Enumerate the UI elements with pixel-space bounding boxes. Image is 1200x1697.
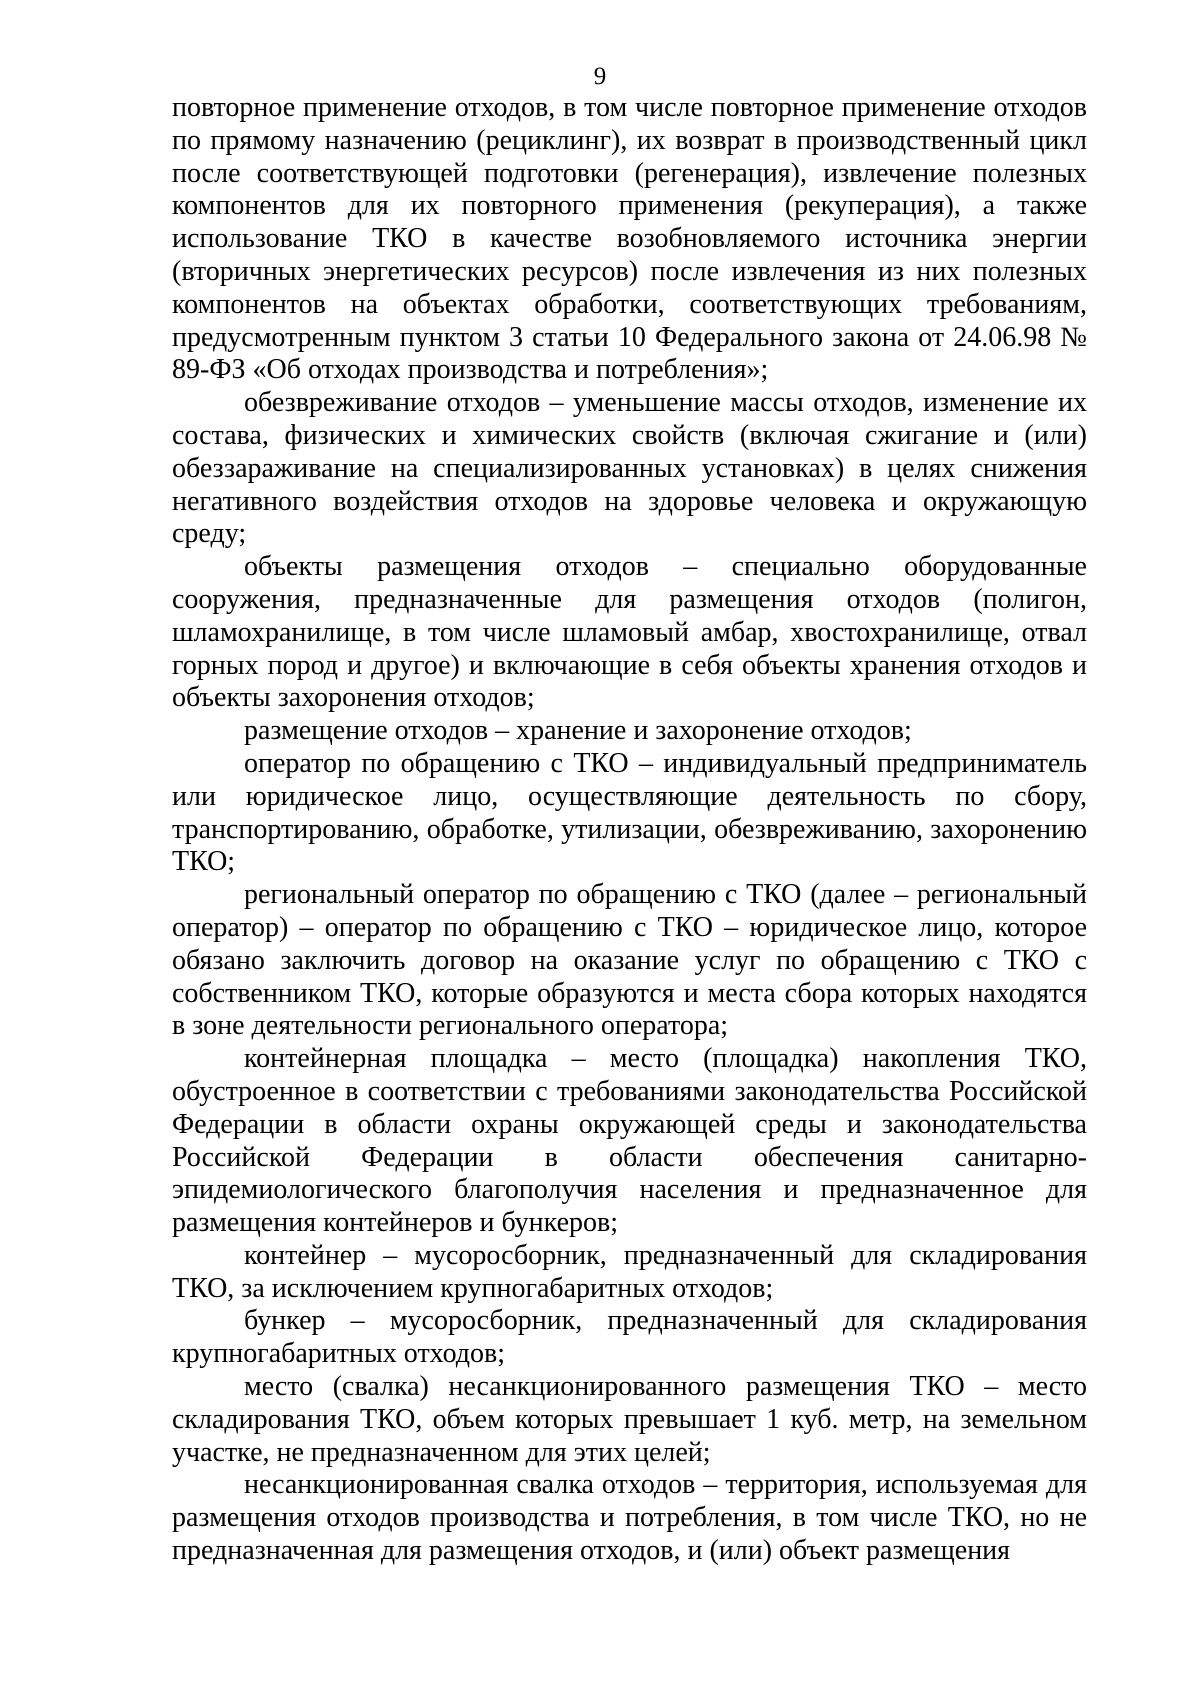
document-body: [172, 92, 1087, 1568]
paragraph-reuse-definition-continued: повторное применение отходов, в том числе повторное применение отходов по прямому назначению (рециклинг), их возврат в производственный цикл после соответствующей подготовки (регенерация), извлечение полезных компонентов для их повторного применения (рекуперация), а также использование ТКО в качестве возобновляемого источника энергии (вторичных энергетических ресурсов) после извлечения из них полезных компонентов на объектах обработки, соответствующих требованиям, предусмотренным пунктом 3 статьи 10 Федерального закона от 24.06.98 № 89-ФЗ «Об отходах производства и потребления»;: [172, 92, 1087, 386]
page-number: 9: [593, 63, 607, 90]
paragraph-regional-operator-definition: региональный оператор по обращению с ТКО (далее – региональный оператор) – оператор по обращению с ТКО – юридическое лицо, которое обязано заключить договор на оказание услуг по обращению с ТКО с собственником ТКО, которые образуются и места сбора которых находятся в зоне деятельности регионального оператора;: [172, 879, 1087, 1042]
paragraph-neutralization-definition: обезвреживание отходов – уменьшение массы отходов, изменение их состава, физических и химических свойств (включая сжигание и (или) обеззараживание на специализированных установках) в целях снижения негативного воздействия отходов на здоровье человека и окружающую среду;: [172, 387, 1087, 550]
paragraph-unauthorized-dump-definition: несанкционированная свалка отходов – территория, используемая для размещения отходов производства и потребления, в том числе ТКО, но не предназначенная для размещения отходов, и (или) объект размещения: [172, 1469, 1087, 1567]
paragraph-bunker-definition: бункер – мусоросборник, предназначенный для складирования крупногабаритных отходов;: [172, 1305, 1087, 1370]
paragraph-container-site-definition: контейнерная площадка – место (площадка) накопления ТКО, обустроенное в соответствии с требованиями законодательства Российской Федерации в области охраны окружающей среды и законодательства Российской Федерации в области обеспечения санитарно-эпидемиологического благополучия населения и предназначенное для размещения контейнеров и бункеров;: [172, 1043, 1087, 1239]
paragraph-placement-definition: размещение отходов – хранение и захоронение отходов;: [244, 715, 912, 747]
paragraph-operator-definition: оператор по обращению с ТКО – индивидуальный предприниматель или юридическое лицо, осуществляющие деятельность по сбору, транспортированию, обработке, утилизации, обезвреживанию, захоронению ТКО;: [172, 747, 1087, 878]
paragraph-disposal-facilities-definition: объекты размещения отходов – специально оборудованные сооружения, предназначенные для размещения отходов (полигон, шламохранилище, в том числе шламовый амбар, хвостохранилище, отвал горных пород и другое) и включающие в себя объекты хранения отходов и объекты захоронения отходов;: [172, 551, 1087, 714]
paragraph-container-definition: контейнер – мусоросборник, предназначенный для складирования ТКО, за исключением крупногабаритных отходов;: [172, 1239, 1087, 1304]
paragraph-unauthorized-site-definition: место (свалка) несанкционированного размещения ТКО – место складирования ТКО, объем которых превышает 1 куб. метр, на земельном участке, не предназначенном для этих целей;: [172, 1371, 1087, 1468]
